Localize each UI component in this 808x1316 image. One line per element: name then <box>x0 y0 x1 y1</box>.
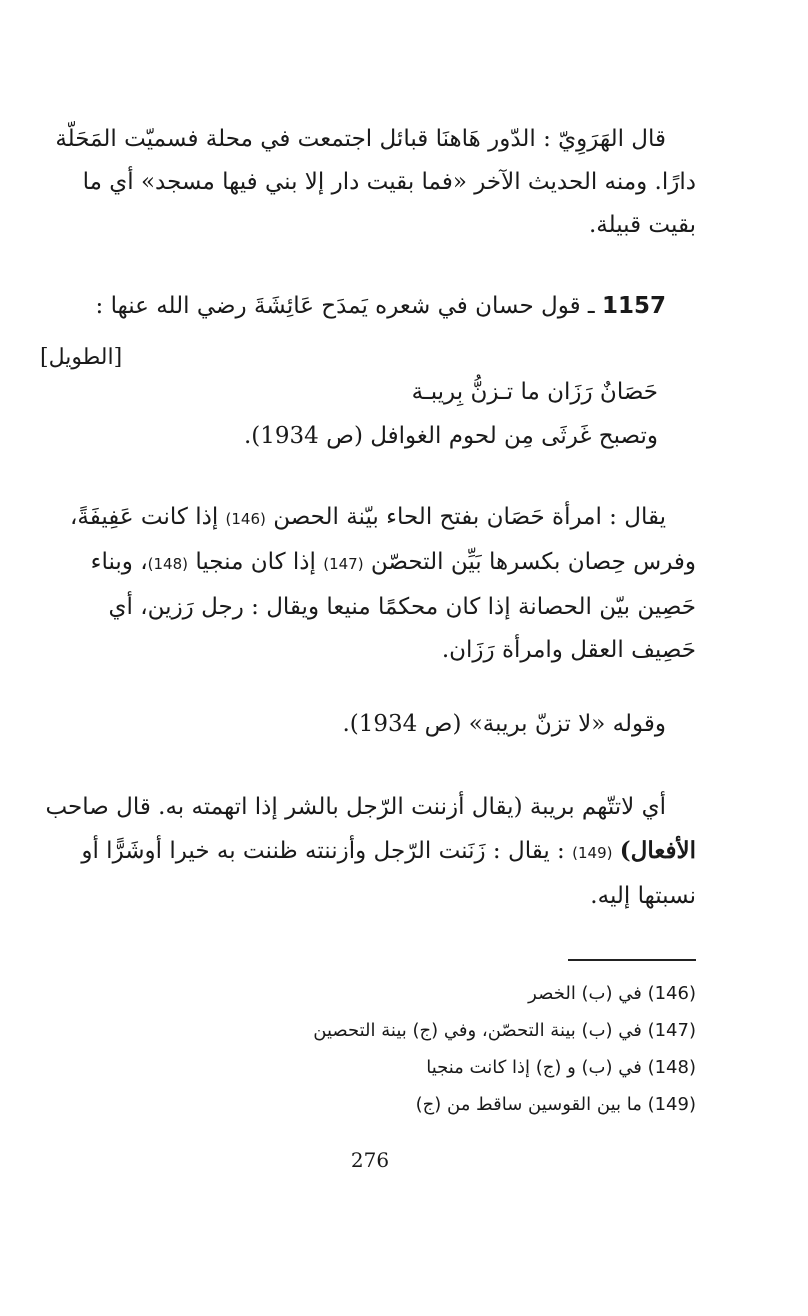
footnote-ref: (147) <box>323 555 364 573</box>
page-number: 276 <box>350 1148 390 1172</box>
entry-number: 1157 <box>601 293 666 319</box>
text-line: نسبتها إليه. <box>590 883 696 909</box>
footnote: (148) في (ب) و (ج) إذا كانت منجيا <box>426 1057 696 1078</box>
footnote-divider <box>568 959 696 961</box>
text-line: بقيت قبيلة. <box>588 212 696 238</box>
footnote-ref: (148) <box>147 555 189 573</box>
text-line: حَصِين بيّن الحصانة إذا كان محكمًا منيعا ويقال : رجل رَزين، أي <box>108 594 696 620</box>
footnote: (149) ما بين القوسين ساقط من (ج) <box>415 1094 696 1115</box>
footnote-ref: (149) <box>572 844 613 862</box>
paragraph-harawi <box>40 118 696 247</box>
entry-text: ـ قول حسان في شعره يَمدَح عَائِشَةَ رضي الله عنها : <box>95 293 595 319</box>
text-line: يقال : امرأة حَصَان بفتح الحاء بيّنة الحصن (146) إذا كانت عَفِيفَةً، <box>69 504 666 530</box>
verse-line-1: حَصَانٌ رَزَان ما تـزنُّ بِريبـة <box>411 379 658 405</box>
footnote: (147) في (ب) بينة التحصّن، وفي (ج) بينة التحصين <box>313 1020 696 1041</box>
poetic-meter: [الطويل] <box>40 345 123 370</box>
text-line: وفرس حِصان بكسرها بَيِّن التحصّن (147) إذا كان منجيا (148)، وبناء <box>90 549 696 575</box>
footnote: (146) في (ب) الخصر <box>528 983 696 1004</box>
text-line: الأفعال) (149) : يقال : زَنَنت الرّجل وأزننته ظننت به خيرا أوشَرًّا أو <box>81 837 696 864</box>
paragraph-definition <box>40 496 696 672</box>
footnotes <box>313 975 696 1123</box>
verse-line-2: وتصبح غَرثَى مِن لحوم الغوافل (ص 1934). <box>243 423 658 449</box>
text-line: قال الهَرَوِيّ : الدّور هَاهنَا قبائل اجتمعت في محلة فسميّت المَحَلّة <box>55 126 666 152</box>
text-line: دارًا. ومنه الحديث الآخر «فما بقيت دار إلا بني فيها مسجد» أي ما <box>82 169 696 195</box>
book-title: الأفعال) <box>619 837 696 864</box>
footnote-ref: (146) <box>225 510 266 528</box>
text-line: أي لاتتّهم بريبة (يقال أزننت الرّجل بالشر إذا اتهمته به. قال صاحب <box>45 794 666 820</box>
paragraph-quote: وقوله «لا تزنّ بريبة» (ص 1934). <box>342 711 666 737</box>
text-line: حَصِيف العقل وامرأة رَزَان. <box>441 637 696 663</box>
entry-heading <box>40 285 696 328</box>
paragraph-explanation <box>40 786 696 918</box>
